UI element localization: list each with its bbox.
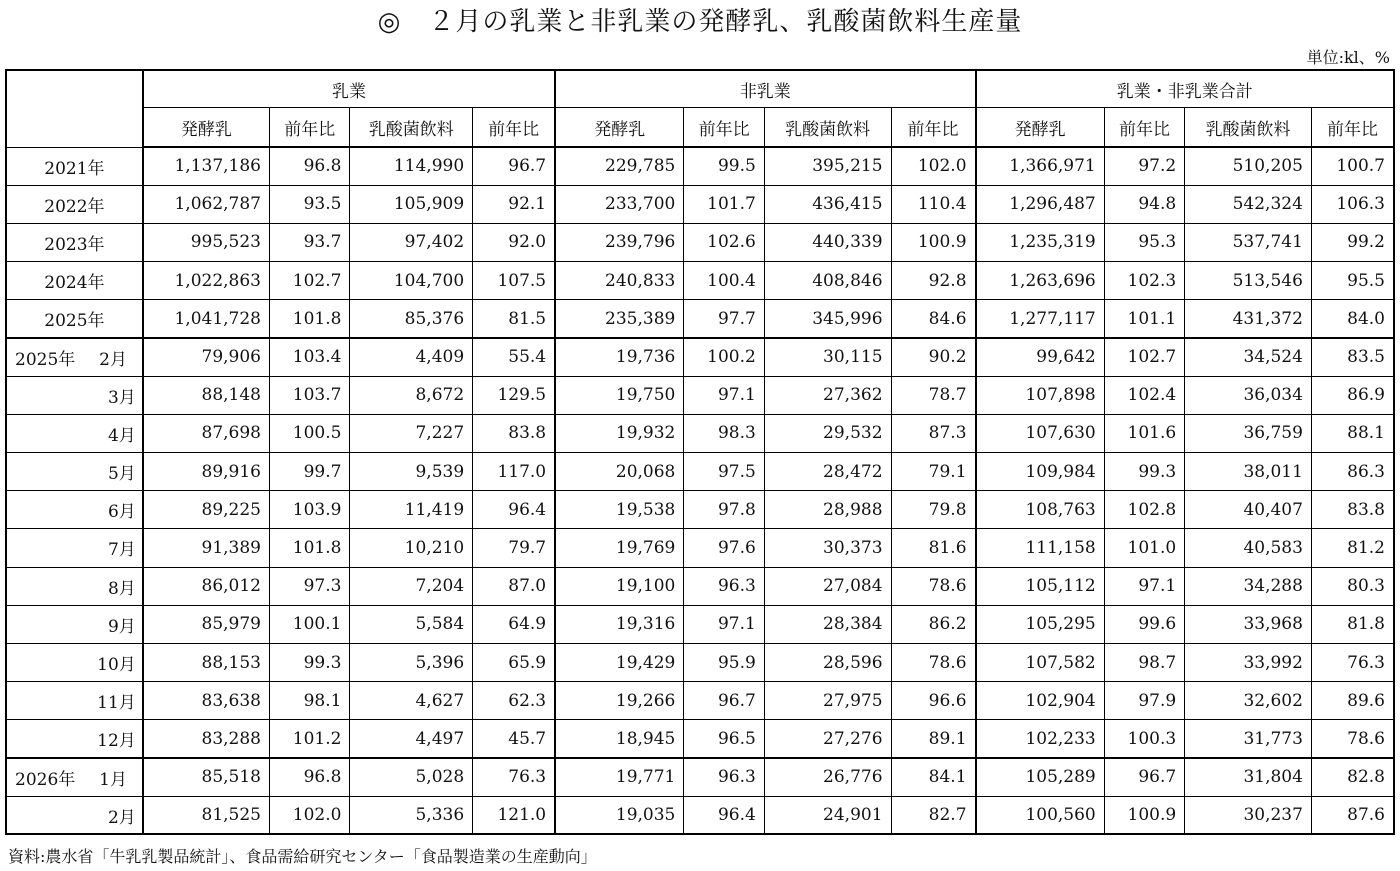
table-cell: 1,062,787 — [143, 185, 270, 223]
table-cell: 105,909 — [350, 185, 473, 223]
row-month: 8月 — [107, 578, 136, 599]
table-cell: 100.7 — [1311, 147, 1394, 185]
table-cell: 233,700 — [555, 185, 684, 223]
table-cell: 27,362 — [764, 376, 891, 414]
table-cell: 86,012 — [143, 567, 270, 605]
table-cell: 7,227 — [350, 414, 473, 452]
row-label — [6, 300, 143, 338]
table-cell: 85,518 — [143, 758, 270, 796]
table-cell: 19,266 — [555, 682, 684, 720]
table-cell: 99.7 — [270, 453, 350, 491]
row-label — [6, 338, 143, 376]
table-cell: 100.3 — [1104, 720, 1184, 758]
table-cell: 99.3 — [1104, 453, 1184, 491]
table-cell: 19,932 — [555, 414, 684, 452]
row-year: 2025年 — [15, 349, 76, 370]
table-cell: 27,084 — [764, 567, 891, 605]
table-cell: 33,968 — [1185, 605, 1312, 643]
table-cell: 100.9 — [891, 223, 975, 261]
table-cell: 79.1 — [891, 453, 975, 491]
yoy-header: 前年比 — [1104, 108, 1184, 148]
table-cell: 110.4 — [891, 185, 975, 223]
table-cell: 100,560 — [976, 796, 1105, 834]
table-cell: 101.6 — [1104, 414, 1184, 452]
table-cell: 78.6 — [1311, 720, 1394, 758]
table-cell: 107.5 — [473, 262, 555, 300]
source-note: 資料:農水省「牛乳乳製品統計」、食品需給研究センター「食品製造業の生産動向」 — [8, 847, 597, 866]
table-cell: 80.3 — [1311, 567, 1394, 605]
table-cell: 98.1 — [270, 682, 350, 720]
table-cell: 102.0 — [270, 796, 350, 834]
table-cell: 40,583 — [1185, 529, 1312, 567]
table-cell: 96.5 — [684, 720, 764, 758]
table-cell: 1,041,728 — [143, 300, 270, 338]
table-cell: 102.6 — [684, 223, 764, 261]
table-row — [6, 796, 1394, 834]
table-cell: 1,263,696 — [976, 262, 1105, 300]
table-cell: 103.9 — [270, 491, 350, 529]
table-cell: 97.1 — [684, 605, 764, 643]
table-cell: 31,804 — [1185, 758, 1312, 796]
table-cell: 102.8 — [1104, 491, 1184, 529]
table-cell: 19,771 — [555, 758, 684, 796]
table-cell: 81.6 — [891, 529, 975, 567]
table-cell: 40,407 — [1185, 491, 1312, 529]
table-cell: 33,992 — [1185, 643, 1312, 681]
table-cell: 64.9 — [473, 605, 555, 643]
yoy-header: 前年比 — [891, 108, 975, 148]
table-cell: 83,288 — [143, 720, 270, 758]
table-cell: 99,642 — [976, 338, 1105, 376]
table-cell: 103.4 — [270, 338, 350, 376]
table-cell: 1,022,863 — [143, 262, 270, 300]
table-row — [6, 682, 1394, 720]
table-cell: 105,112 — [976, 567, 1105, 605]
table-cell: 107,582 — [976, 643, 1105, 681]
table-cell: 34,288 — [1185, 567, 1312, 605]
row-label — [6, 147, 143, 185]
lactic-drink-header: 乳酸菌飲料 — [1185, 108, 1312, 148]
table-cell: 28,472 — [764, 453, 891, 491]
row-label — [6, 491, 143, 529]
yoy-header: 前年比 — [473, 108, 555, 148]
table-cell: 97.8 — [684, 491, 764, 529]
table-cell: 83.8 — [1311, 491, 1394, 529]
table-cell: 81.8 — [1311, 605, 1394, 643]
table-row — [6, 223, 1394, 261]
table-cell: 431,372 — [1185, 300, 1312, 338]
table-cell: 28,596 — [764, 643, 891, 681]
table-cell: 92.1 — [473, 185, 555, 223]
row-label — [6, 376, 143, 414]
table-cell: 121.0 — [473, 796, 555, 834]
row-label — [6, 567, 143, 605]
table-row — [6, 720, 1394, 758]
row-label — [6, 796, 143, 834]
table-cell: 102,904 — [976, 682, 1105, 720]
table-cell: 100.9 — [1104, 796, 1184, 834]
table-cell: 93.7 — [270, 223, 350, 261]
table-cell: 28,988 — [764, 491, 891, 529]
table-cell: 98.7 — [1104, 643, 1184, 681]
table-cell: 88.1 — [1311, 414, 1394, 452]
table-row — [6, 605, 1394, 643]
table-cell: 102.7 — [270, 262, 350, 300]
table-row — [6, 758, 1394, 796]
table-cell: 27,276 — [764, 720, 891, 758]
table-cell: 62.3 — [473, 682, 555, 720]
table-cell: 30,115 — [764, 338, 891, 376]
row-year: 2023年 — [44, 234, 105, 255]
table-cell: 82.7 — [891, 796, 975, 834]
table-cell: 97.1 — [1104, 567, 1184, 605]
table-cell: 4,409 — [350, 338, 473, 376]
row-label — [6, 223, 143, 261]
row-label — [6, 605, 143, 643]
table-cell: 85,376 — [350, 300, 473, 338]
table-cell: 114,990 — [350, 147, 473, 185]
table-cell: 84.1 — [891, 758, 975, 796]
table-cell: 28,384 — [764, 605, 891, 643]
row-label — [6, 682, 143, 720]
table-cell: 105,289 — [976, 758, 1105, 796]
table-cell: 111,158 — [976, 529, 1105, 567]
table-row — [6, 491, 1394, 529]
row-month: 2月 — [107, 807, 136, 828]
table-cell: 11,419 — [350, 491, 473, 529]
fermented-milk-header: 発酵乳 — [143, 108, 270, 148]
table-cell: 99.6 — [1104, 605, 1184, 643]
table-cell: 83.8 — [473, 414, 555, 452]
table-cell: 79.7 — [473, 529, 555, 567]
table-cell: 96.3 — [684, 758, 764, 796]
table-cell: 5,336 — [350, 796, 473, 834]
table-cell: 65.9 — [473, 643, 555, 681]
table-cell: 45.7 — [473, 720, 555, 758]
table-cell: 107,898 — [976, 376, 1105, 414]
table-row — [6, 147, 1394, 185]
row-year: 2026年 — [15, 769, 76, 790]
table-cell: 1,235,319 — [976, 223, 1105, 261]
table-cell: 129.5 — [473, 376, 555, 414]
table-cell: 81.5 — [473, 300, 555, 338]
table-cell: 86.2 — [891, 605, 975, 643]
table-cell: 101.7 — [684, 185, 764, 223]
table-cell: 101.8 — [270, 300, 350, 338]
table-cell: 9,539 — [350, 453, 473, 491]
table-cell: 102.4 — [1104, 376, 1184, 414]
table-cell: 96.8 — [270, 758, 350, 796]
row-month: 9月 — [107, 616, 136, 637]
table-cell: 27,975 — [764, 682, 891, 720]
table-cell: 408,846 — [764, 262, 891, 300]
table-cell: 101.8 — [270, 529, 350, 567]
table-cell: 34,524 — [1185, 338, 1312, 376]
table-cell: 103.7 — [270, 376, 350, 414]
table-cell: 88,148 — [143, 376, 270, 414]
table-cell: 83.5 — [1311, 338, 1394, 376]
table-row — [6, 414, 1394, 452]
table-cell: 97.9 — [1104, 682, 1184, 720]
table-cell: 19,316 — [555, 605, 684, 643]
fermented-milk-header: 発酵乳 — [555, 108, 684, 148]
table-cell: 229,785 — [555, 147, 684, 185]
table-cell: 78.6 — [891, 567, 975, 605]
row-label — [6, 414, 143, 452]
table-cell: 89,225 — [143, 491, 270, 529]
table-cell: 108,763 — [976, 491, 1105, 529]
table-cell: 97.7 — [684, 300, 764, 338]
table-cell: 36,759 — [1185, 414, 1312, 452]
table-cell: 102.3 — [1104, 262, 1184, 300]
table-cell: 10,210 — [350, 529, 473, 567]
table-cell: 102.0 — [891, 147, 975, 185]
table-cell: 29,532 — [764, 414, 891, 452]
table-cell: 102,233 — [976, 720, 1105, 758]
row-month: 3月 — [107, 387, 136, 408]
table-cell: 38,011 — [1185, 453, 1312, 491]
table-cell: 90.2 — [891, 338, 975, 376]
table-cell: 97.3 — [270, 567, 350, 605]
table-cell: 436,415 — [764, 185, 891, 223]
table-row — [6, 529, 1394, 567]
table-cell: 542,324 — [1185, 185, 1312, 223]
table-cell: 19,035 — [555, 796, 684, 834]
table-cell: 100.1 — [270, 605, 350, 643]
table-row — [6, 338, 1394, 376]
table-cell: 239,796 — [555, 223, 684, 261]
table-cell: 85,979 — [143, 605, 270, 643]
table-cell: 96.8 — [270, 147, 350, 185]
table-cell: 99.2 — [1311, 223, 1394, 261]
table-cell: 101.2 — [270, 720, 350, 758]
table-cell: 81,525 — [143, 796, 270, 834]
table-cell: 95.3 — [1104, 223, 1184, 261]
production-table — [5, 69, 1395, 835]
table-cell: 86.3 — [1311, 453, 1394, 491]
yoy-header: 前年比 — [270, 108, 350, 148]
table-cell: 30,237 — [1185, 796, 1312, 834]
table-cell: 96.7 — [684, 682, 764, 720]
table-cell: 84.6 — [891, 300, 975, 338]
table-cell: 79.8 — [891, 491, 975, 529]
row-label — [6, 262, 143, 300]
yoy-header: 前年比 — [684, 108, 764, 148]
table-cell: 101.1 — [1104, 300, 1184, 338]
table-cell: 20,068 — [555, 453, 684, 491]
yoy-header: 前年比 — [1311, 108, 1394, 148]
table-cell: 100.4 — [684, 262, 764, 300]
row-month: 12月 — [97, 731, 136, 752]
table-cell: 81.2 — [1311, 529, 1394, 567]
table-row — [6, 262, 1394, 300]
row-month: 11月 — [97, 693, 136, 714]
table-cell: 97,402 — [350, 223, 473, 261]
table-cell: 5,584 — [350, 605, 473, 643]
table-cell: 4,497 — [350, 720, 473, 758]
table-cell: 87,698 — [143, 414, 270, 452]
table-cell: 510,205 — [1185, 147, 1312, 185]
table-cell: 92.0 — [473, 223, 555, 261]
table-cell: 100.5 — [270, 414, 350, 452]
row-month: 1月 — [99, 769, 127, 790]
row-year: 2022年 — [44, 196, 105, 217]
row-month: 10月 — [97, 655, 136, 676]
row-label — [6, 529, 143, 567]
table-cell: 19,538 — [555, 491, 684, 529]
table-cell: 84.0 — [1311, 300, 1394, 338]
table-cell: 91,389 — [143, 529, 270, 567]
table-cell: 87.0 — [473, 567, 555, 605]
table-cell: 89.6 — [1311, 682, 1394, 720]
table-cell: 7,204 — [350, 567, 473, 605]
table-cell: 96.7 — [1104, 758, 1184, 796]
table-cell: 87.3 — [891, 414, 975, 452]
table-cell: 30,373 — [764, 529, 891, 567]
row-label — [6, 453, 143, 491]
group-header-non-dairy: 非乳業 — [555, 70, 975, 108]
table-cell: 76.3 — [1311, 643, 1394, 681]
table-cell: 78.6 — [891, 643, 975, 681]
table-cell: 36,034 — [1185, 376, 1312, 414]
table-cell: 95.5 — [1311, 262, 1394, 300]
row-month: 2月 — [99, 349, 127, 370]
table-cell: 107,630 — [976, 414, 1105, 452]
table-cell: 99.3 — [270, 643, 350, 681]
row-year: 2025年 — [44, 311, 105, 332]
lactic-drink-header: 乳酸菌飲料 — [764, 108, 891, 148]
table-cell: 102.7 — [1104, 338, 1184, 376]
table-cell: 513,546 — [1185, 262, 1312, 300]
table-cell: 4,627 — [350, 682, 473, 720]
row-year: 2024年 — [44, 273, 105, 294]
lactic-drink-header: 乳酸菌飲料 — [350, 108, 473, 148]
group-header-dairy: 乳業 — [143, 70, 555, 108]
table-row — [6, 567, 1394, 605]
table-cell: 19,750 — [555, 376, 684, 414]
fermented-milk-header: 発酵乳 — [976, 108, 1105, 148]
table-cell: 345,996 — [764, 300, 891, 338]
table-cell: 83,638 — [143, 682, 270, 720]
row-month: 7月 — [107, 540, 136, 561]
row-label — [6, 758, 143, 796]
table-cell: 1,366,971 — [976, 147, 1105, 185]
table-cell: 240,833 — [555, 262, 684, 300]
row-month: 6月 — [107, 502, 136, 523]
table-row — [6, 300, 1394, 338]
table-cell: 1,137,186 — [143, 147, 270, 185]
table-cell: 31,773 — [1185, 720, 1312, 758]
table-cell: 395,215 — [764, 147, 891, 185]
table-cell: 19,769 — [555, 529, 684, 567]
table-row — [6, 376, 1394, 414]
table-cell: 92.8 — [891, 262, 975, 300]
table-cell: 1,296,487 — [976, 185, 1105, 223]
table-cell: 97.1 — [684, 376, 764, 414]
table-cell: 78.7 — [891, 376, 975, 414]
table-cell: 95.9 — [684, 643, 764, 681]
page-title: ◎ ２月の乳業と非乳業の発酵乳、乳酸菌飲料生産量 — [377, 7, 1023, 37]
table-cell: 93.5 — [270, 185, 350, 223]
unit-note: 単位:kl、% — [1306, 48, 1390, 67]
table-cell: 79,906 — [143, 338, 270, 376]
table-cell: 96.4 — [684, 796, 764, 834]
row-label — [6, 185, 143, 223]
table-cell: 26,776 — [764, 758, 891, 796]
table-cell: 96.3 — [684, 567, 764, 605]
table-cell: 55.4 — [473, 338, 555, 376]
table-row — [6, 453, 1394, 491]
table-cell: 87.6 — [1311, 796, 1394, 834]
table-cell: 94.8 — [1104, 185, 1184, 223]
table-cell: 24,901 — [764, 796, 891, 834]
table-cell: 106.3 — [1311, 185, 1394, 223]
table-cell: 89,916 — [143, 453, 270, 491]
table-cell: 995,523 — [143, 223, 270, 261]
table-cell: 18,945 — [555, 720, 684, 758]
table-cell: 5,396 — [350, 643, 473, 681]
table-cell: 537,741 — [1185, 223, 1312, 261]
table-cell: 97.6 — [684, 529, 764, 567]
table-cell: 235,389 — [555, 300, 684, 338]
table-cell: 76.3 — [473, 758, 555, 796]
table-cell: 100.2 — [684, 338, 764, 376]
table-cell: 88,153 — [143, 643, 270, 681]
table-cell: 117.0 — [473, 453, 555, 491]
table-cell: 97.2 — [1104, 147, 1184, 185]
table-cell: 440,339 — [764, 223, 891, 261]
row-label — [6, 720, 143, 758]
table-cell: 101.0 — [1104, 529, 1184, 567]
table-row — [6, 643, 1394, 681]
table-cell: 19,429 — [555, 643, 684, 681]
table-cell: 104,700 — [350, 262, 473, 300]
table-cell: 96.6 — [891, 682, 975, 720]
row-year: 2021年 — [44, 158, 105, 179]
table-cell: 5,028 — [350, 758, 473, 796]
table-row — [6, 185, 1394, 223]
table-cell: 1,277,117 — [976, 300, 1105, 338]
table-cell: 82.8 — [1311, 758, 1394, 796]
table-cell: 86.9 — [1311, 376, 1394, 414]
row-label — [6, 643, 143, 681]
table-cell: 96.7 — [473, 147, 555, 185]
table-cell: 32,602 — [1185, 682, 1312, 720]
table-cell: 19,100 — [555, 567, 684, 605]
table-cell: 8,672 — [350, 376, 473, 414]
row-month: 5月 — [107, 464, 136, 485]
table-cell: 109,984 — [976, 453, 1105, 491]
row-month: 4月 — [107, 425, 136, 446]
group-header-total: 乳業・非乳業合計 — [976, 70, 1394, 108]
table-cell: 99.5 — [684, 147, 764, 185]
table-cell: 105,295 — [976, 605, 1105, 643]
table-cell: 89.1 — [891, 720, 975, 758]
table-cell: 97.5 — [684, 453, 764, 491]
table-cell: 19,736 — [555, 338, 684, 376]
table-cell: 96.4 — [473, 491, 555, 529]
table-cell: 98.3 — [684, 414, 764, 452]
corner-header-cell — [6, 70, 143, 147]
